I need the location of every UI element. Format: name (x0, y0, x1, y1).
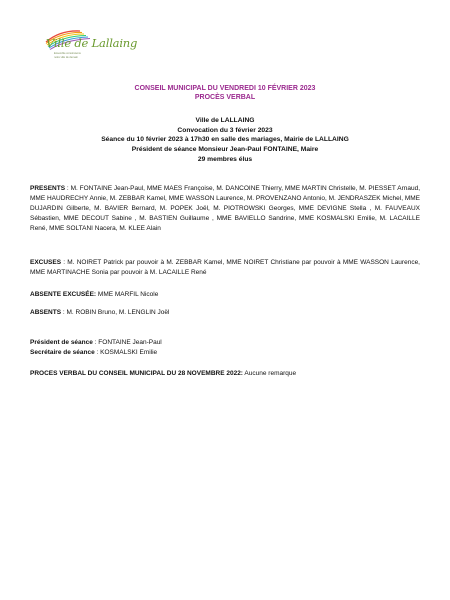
absente-excusee-paragraph (30, 290, 420, 300)
absente-excusee-text: MME MARFIL Nicole (96, 291, 159, 298)
pv-precedent-text: Aucune remarque (242, 370, 297, 377)
header-seance: Séance du 10 février 2023 à 17h30 en salle des mariages, Mairie de LALLAING (101, 136, 349, 143)
presents-label: PRESENTS (30, 185, 66, 192)
excuses-text: : M. NOIRET Patrick par pouvoir à M. ZEBBAR Kamel, MME NOIRET Christiane par pouvoir à MME WASSON Laurence, MME MARTINACHE Sonia par pouvoir à M. LACAILLE René (30, 259, 420, 276)
header-convocation: Convocation du 3 février 2023 (177, 127, 273, 134)
header-president: Président de séance Monsieur Jean-Paul FONTAINE, Maire (131, 146, 319, 153)
header-membres: 29 membres élus (197, 156, 253, 163)
excuses-label: EXCUSES (30, 259, 62, 266)
president-seance-label: Président de séance (30, 339, 93, 346)
document-title: CONSEIL MUNICIPAL DU VENDREDI 10 FÉVRIER 2023 (134, 85, 316, 92)
logo-tagline: notre ville de demain (54, 56, 78, 59)
logo-name: Ville de Lallaing (46, 36, 138, 50)
presents-paragraph (30, 184, 420, 234)
header-ville: Ville de LALLAING (195, 117, 255, 124)
absents-label: ABSENTS (30, 309, 62, 316)
secretaire-seance-label: Secrétaire de séance (30, 349, 95, 356)
absents-text: : M. ROBIN Bruno, M. LENGLIN Joël (61, 309, 170, 316)
absente-excusee-label: ABSENTE EXCUSÉE: (30, 291, 97, 298)
president-seance-text: : FONTAINE Jean-Paul (92, 339, 162, 346)
presents-text: : M. FONTAINE Jean-Paul, MME MAES Françoise, M. DANCOINE Thierry, MME MARTIN Christelle, M. PIESSET Arnaud, MME HAUDRECHY Annie, M. ZEBBAR Kamel, MME WASSON Laurence, M. PROVENZANO Antonio, M. JENDRASZEK Michel, MME DUJARDIN Gilberte, M. BAVIER Bernard, M. POPEK Joël, M. PIOTROWSKI Georges, MME DEVIGNE Stella , M. FAUVEAUX Sébastien, MME DECOUT Sabine , M. BASTIEN Guillaume , MME BAVIELLO Sandrine, MME KOSMALSKI Emilie, M. LACAILLE René, MME SOLTANI Nacera, M. KLEE Alain (30, 185, 420, 232)
absents-paragraph (30, 308, 420, 318)
ville-de-lallaing-logo (40, 28, 138, 70)
secretaire-seance-text: : KOSMALSKI Emilie (94, 349, 158, 356)
logo-tagline: Ensemble construisons (54, 52, 81, 55)
excuses-paragraph (30, 258, 420, 278)
pv-precedent-line (30, 369, 420, 379)
pv-precedent-label: PROCES VERBAL DU CONSEIL MUNICIPAL DU 28 NOVEMBRE 2022: (30, 370, 243, 377)
secretaire-seance-line (30, 348, 420, 358)
president-seance-line (30, 338, 420, 348)
document-subtitle: PROCÈS VERBAL (194, 94, 256, 101)
